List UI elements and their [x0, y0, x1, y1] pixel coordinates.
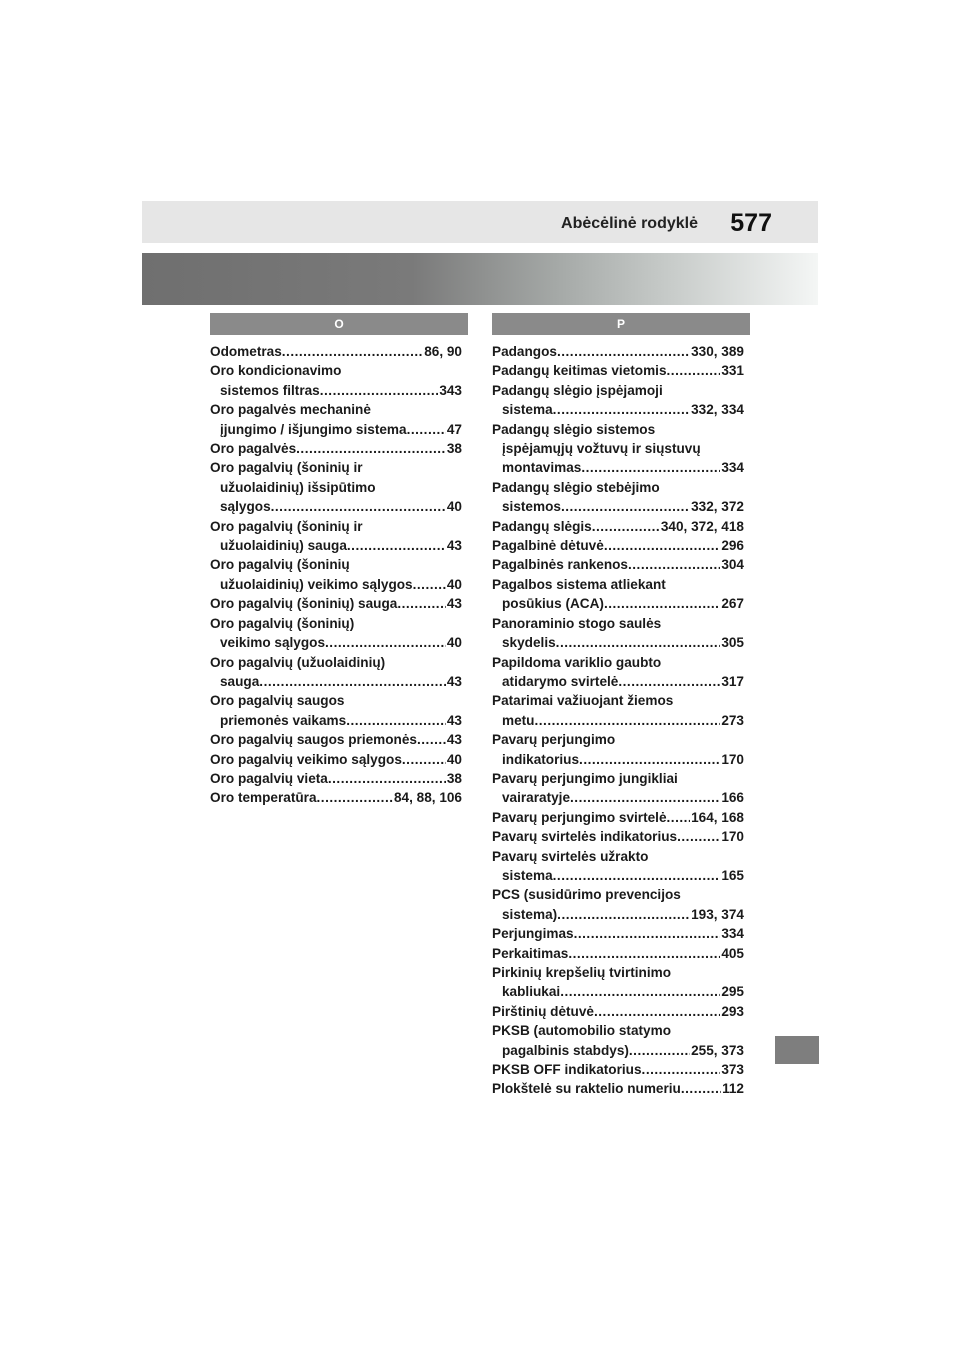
index-entry — [492, 478, 744, 517]
index-entry — [492, 769, 744, 808]
dot-leader — [594, 1002, 720, 1021]
entry-text: įspėjamųjų vožtuvų ir siųstuvų — [502, 441, 701, 457]
index-entry — [210, 788, 462, 807]
entry-text: sauga — [220, 673, 260, 689]
index-entry — [210, 730, 462, 749]
index-entry — [210, 400, 462, 439]
entry-pages: 293 — [721, 1003, 744, 1019]
entry-pages: 305 — [721, 635, 744, 651]
entry-pages: 43 — [446, 538, 462, 554]
entry-pages: 330, 389 — [691, 344, 744, 359]
index-entry — [492, 653, 744, 692]
entry-pages: 43 — [446, 596, 462, 612]
entry-text: Oro pagalvių (šoninių ir — [210, 460, 363, 476]
entry-text: montavimas — [502, 460, 582, 476]
entry-text: vairaratyje — [502, 790, 571, 806]
entry-text: Oro pagalvių (šoninių — [210, 557, 350, 573]
entry-pages: 43 — [446, 712, 462, 728]
dot-leader — [553, 866, 721, 885]
dot-leader — [417, 730, 446, 749]
dot-leader — [570, 788, 720, 807]
entry-text: Pagalbinės rankenos — [492, 557, 628, 573]
index-entry — [210, 458, 462, 516]
entry-text: Patarimai važiuojant žiemos — [492, 693, 674, 709]
entry-pages: 304 — [721, 557, 744, 573]
index-entry — [492, 808, 744, 827]
index-entry — [210, 691, 462, 730]
dot-leader — [568, 944, 720, 963]
index-column-o — [210, 342, 462, 808]
entry-text: PKSB OFF indikatorius — [492, 1062, 642, 1078]
entry-pages: 40 — [446, 576, 462, 592]
index-entry — [492, 555, 744, 574]
entry-text: Oro pagalvių (šoninių) sauga — [210, 596, 398, 612]
dot-leader — [667, 808, 691, 827]
entry-text: Papildoma variklio gaubto — [492, 654, 662, 670]
index-entry — [210, 750, 462, 769]
entry-text: Pagalbos sistema atliekant — [492, 576, 666, 592]
dot-leader — [579, 750, 720, 769]
entry-pages: 255, 373 — [691, 1042, 744, 1058]
entry-pages: 405 — [721, 945, 744, 961]
entry-text: Perkaitimas — [492, 945, 569, 961]
entry-text: įjungimo / išjungimo sistema — [220, 421, 407, 437]
entry-text: Oro pagalvės — [210, 441, 297, 457]
entry-text: Odometras — [210, 344, 282, 359]
index-entry — [210, 361, 462, 400]
entry-pages: 170 — [721, 829, 744, 845]
index-entry — [492, 847, 744, 886]
index-entry — [492, 361, 744, 380]
entry-pages: 273 — [721, 712, 744, 728]
section-header-p: P — [492, 313, 750, 335]
entry-text: priemonės vaikams — [220, 712, 347, 728]
entry-text: sistema — [502, 867, 553, 883]
entry-text: Oro pagalvių (šoninių) — [210, 615, 355, 631]
dot-leader — [629, 1041, 690, 1060]
entry-text: Pagalbinė dėtuvė — [492, 538, 604, 554]
dot-leader — [259, 672, 446, 691]
dot-leader — [296, 439, 446, 458]
dot-leader — [325, 633, 446, 652]
entry-pages: 331 — [721, 363, 744, 379]
index-entry — [210, 439, 462, 458]
entry-text: indikatorius — [502, 751, 580, 767]
index-entry — [492, 342, 744, 361]
index-entry — [492, 575, 744, 614]
dot-leader — [556, 633, 721, 652]
entry-text: Pirštinių dėtuvė — [492, 1003, 594, 1019]
index-entry — [210, 555, 462, 594]
entry-pages: 170 — [721, 751, 744, 767]
dot-leader — [604, 536, 721, 555]
dot-leader — [677, 827, 720, 846]
dot-leader — [282, 342, 423, 361]
entry-text: Pirkinių krepšelių tvirtinimo — [492, 965, 672, 980]
entry-text: metu — [502, 712, 535, 728]
entry-text: Padangų keitimas vietomis — [492, 363, 667, 379]
dot-leader — [397, 594, 446, 613]
entry-text: Perjungimas — [492, 926, 574, 942]
index-entry — [210, 594, 462, 613]
index-entry — [492, 420, 744, 478]
entry-text: skydelis — [502, 635, 556, 651]
dot-leader — [413, 575, 446, 594]
entry-text: Oro pagalvių veikimo sąlygos — [210, 751, 402, 767]
entry-pages: 112 — [722, 1081, 744, 1097]
dot-leader — [407, 420, 446, 439]
dot-leader — [560, 982, 720, 1001]
entry-text: užuolaidinių) išsipūtimo — [220, 479, 376, 495]
entry-text: sistema) — [502, 906, 558, 922]
entry-text: užuolaidinių) veikimo sąlygos — [220, 576, 413, 592]
dot-leader — [642, 1060, 721, 1079]
index-entry — [210, 614, 462, 653]
entry-pages: 332, 334 — [691, 402, 744, 418]
dot-leader — [534, 711, 720, 730]
dot-leader — [328, 769, 446, 788]
entry-text: veikimo sąlygos — [220, 635, 326, 651]
entry-pages: 332, 372 — [691, 499, 744, 515]
entry-text: Plokštelė su raktelio numeriu — [492, 1081, 681, 1097]
index-entry — [210, 769, 462, 788]
entry-pages: 86, 90 — [424, 344, 462, 359]
index-entry — [492, 614, 744, 653]
entry-text: Padangų slėgio stebėjimo — [492, 479, 660, 495]
dot-leader — [317, 788, 393, 807]
entry-text: Oro pagalvių saugos priemonės — [210, 732, 417, 748]
entry-pages: 343 — [439, 382, 462, 398]
entry-text: Oro temperatūra — [210, 790, 317, 806]
entry-text: užuolaidinių) sauga — [220, 538, 347, 554]
dot-leader — [346, 711, 446, 730]
entry-text: pagalbinis stabdys) — [502, 1042, 629, 1058]
entry-pages: 40 — [446, 635, 462, 651]
decorative-band — [142, 253, 818, 305]
entry-pages: 38 — [446, 770, 462, 786]
index-entry — [210, 342, 462, 361]
entry-text: Oro pagalvių (šoninių ir — [210, 518, 363, 534]
entry-text: PKSB (automobilio statymo — [492, 1023, 671, 1039]
index-entry — [492, 381, 744, 420]
dot-leader — [271, 497, 446, 516]
index-entry — [210, 517, 462, 556]
dot-leader — [553, 400, 690, 419]
entry-text: kabliukai — [502, 984, 561, 1000]
header-title: Abėcėlinė rodyklė — [561, 215, 698, 232]
dot-leader — [402, 750, 446, 769]
entry-text: Oro pagalvių (užuolaidinių) — [210, 654, 386, 670]
dot-leader — [557, 905, 690, 924]
index-entry — [492, 1021, 744, 1060]
dot-leader — [681, 1079, 721, 1098]
index-entry — [492, 517, 744, 536]
index-entry — [492, 924, 744, 943]
dot-leader — [618, 672, 720, 691]
dot-leader — [347, 536, 446, 555]
dot-leader — [581, 458, 720, 477]
index-entry — [492, 944, 744, 963]
entry-text: Oro pagalvės mechaninė — [210, 402, 371, 418]
entry-text: Oro pagalvių vieta — [210, 770, 328, 786]
entry-text: atidarymo svirtelė — [502, 673, 619, 689]
dot-leader — [628, 555, 720, 574]
page-number: 577 — [730, 209, 772, 237]
entry-pages: 334 — [721, 460, 744, 476]
entry-pages: 373 — [721, 1062, 744, 1078]
index-entry — [492, 1079, 744, 1098]
entry-pages: 267 — [721, 596, 744, 612]
dot-leader — [557, 342, 690, 361]
dot-leader — [592, 517, 660, 536]
dot-leader — [667, 361, 721, 380]
entry-text: Padangų slėgis — [492, 518, 592, 534]
entry-pages: 193, 374 — [691, 906, 744, 922]
page-header — [142, 201, 818, 243]
entry-text: sistemos — [502, 499, 561, 515]
entry-text: PCS (susidūrimo prevencijos — [492, 887, 681, 903]
entry-pages: 38 — [446, 441, 462, 457]
index-entry — [492, 1060, 744, 1079]
entry-pages: 40 — [446, 751, 462, 767]
dot-leader — [574, 924, 721, 943]
dot-leader — [604, 594, 720, 613]
section-header-o: O — [210, 313, 468, 335]
entry-text: sistema — [502, 402, 553, 418]
entry-pages: 295 — [721, 984, 744, 1000]
entry-pages: 340, 372, 418 — [660, 518, 744, 534]
entry-text: Padangų slėgio įspėjamoji — [492, 382, 663, 398]
entry-text: sistemos filtras — [220, 382, 320, 398]
entry-pages: 47 — [446, 421, 462, 437]
entry-text: Oro kondicionavimo — [210, 363, 342, 379]
entry-pages: 43 — [446, 673, 462, 689]
entry-text: Panoraminio stogo saulės — [492, 615, 662, 631]
entry-pages: 296 — [721, 538, 744, 554]
index-entry — [492, 536, 744, 555]
entry-text: Pavarų perjungimo svirtelė — [492, 809, 667, 825]
index-entry — [210, 653, 462, 692]
entry-text: posūkius (ACA) — [502, 596, 604, 612]
entry-pages: 317 — [721, 673, 744, 689]
entry-pages: 40 — [446, 499, 462, 515]
entry-pages: 334 — [721, 926, 744, 942]
entry-text: Pavarų perjungimo — [492, 732, 616, 748]
entry-text: Padangos — [492, 344, 557, 359]
entry-text: Pavarų svirtelės užrakto — [492, 848, 649, 864]
entry-text: sąlygos — [220, 499, 271, 515]
entry-pages: 165 — [721, 867, 744, 883]
index-entry — [492, 730, 744, 769]
entry-text: Oro pagalvių saugos — [210, 693, 345, 709]
index-entry — [492, 963, 744, 1002]
index-column-p — [492, 342, 744, 1099]
thumb-index-tab — [775, 1036, 819, 1064]
entry-pages: 84, 88, 106 — [393, 790, 462, 806]
dot-leader — [561, 497, 690, 516]
entry-text: Pavarų perjungimo jungikliai — [492, 770, 678, 786]
index-entry — [492, 827, 744, 846]
entry-pages: 43 — [446, 732, 462, 748]
dot-leader — [320, 381, 439, 400]
entry-pages: 166 — [721, 790, 744, 806]
entry-pages: 164, 168 — [691, 809, 744, 825]
index-entry — [492, 1002, 744, 1021]
index-entry — [492, 691, 744, 730]
index-entry — [492, 885, 744, 924]
entry-text: Pavarų svirtelės indikatorius — [492, 829, 678, 845]
entry-text: Padangų slėgio sistemos — [492, 421, 656, 437]
